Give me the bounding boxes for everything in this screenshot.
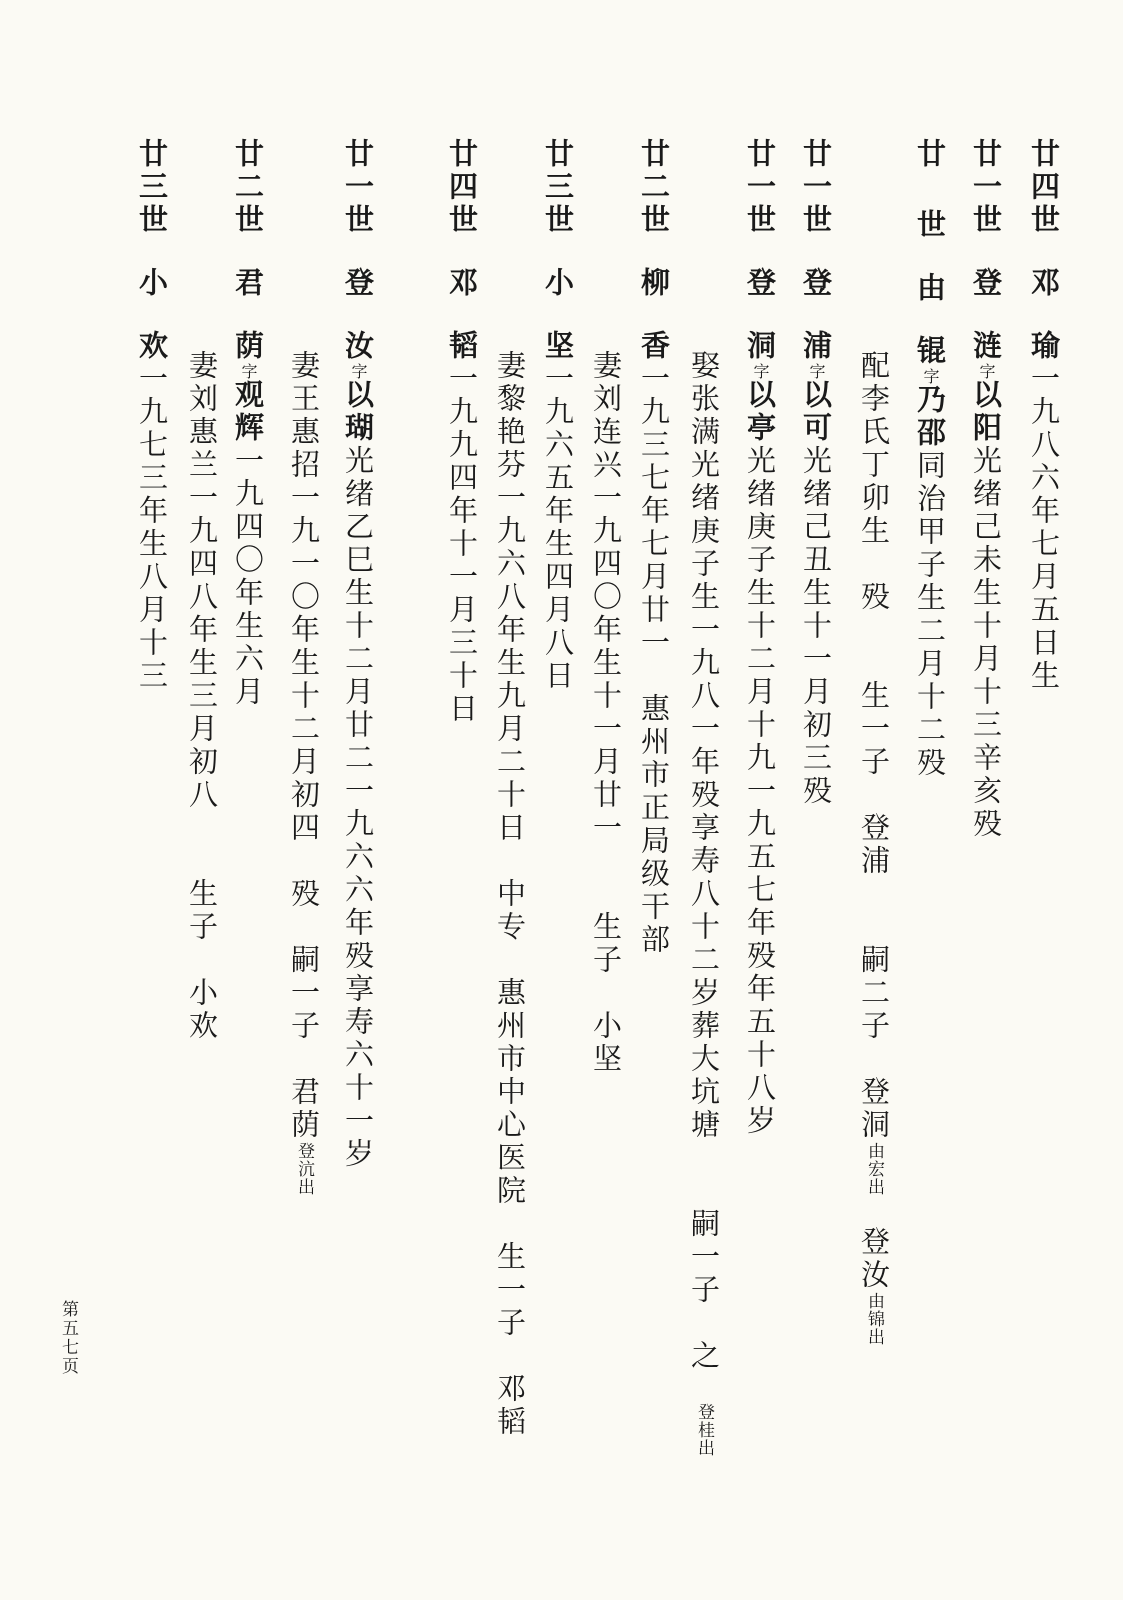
entry-deng-pu [796,138,836,1458]
person-name-2: 瑜 [1027,330,1061,363]
entry-text: 光绪乙巳生十二月廿二一九六六年殁享寿六十一岁 [341,445,375,1171]
zi-marker: 字 [239,363,258,379]
zi-marker: 字 [977,363,996,379]
courtesy-name: 以瑚 [341,379,375,445]
person-name-2: 涟 [969,330,1003,363]
generation-label: 廿一世 [743,138,777,237]
entry-text: 同治甲子生二月十二殁 [913,450,947,780]
generation-label: 廿一世 [341,138,375,237]
generation-label: 廿三世 [541,138,575,237]
entry-text: 光绪己未生十月十三辛亥殁 [969,445,1003,841]
origin-note: 登桂出 [694,1403,714,1457]
zi-marker: 字 [751,363,770,379]
person-name-2: 汝 [341,330,375,363]
generation-label: 廿 世 [913,138,947,242]
origin-note-2: 由锦出 [864,1292,884,1346]
entry-deng-yu [1024,138,1064,1458]
person-name-2: 锟 [913,335,947,368]
origin-note: 登沆出 [294,1142,314,1196]
entry-text: 光绪己丑生十一月初三殁 [799,445,833,808]
zi-marker: 字 [921,368,940,384]
person-name: 邓 [1027,267,1061,300]
entry-spouse-zhang [684,350,724,1600]
generation-label: 廿三世 [135,138,169,237]
person-name: 小 [541,267,575,300]
courtesy-name: 以可 [799,379,833,445]
person-name-2: 欢 [135,330,169,363]
entry-deng-dong [740,138,780,1458]
entry-spouse-liu-huilan [182,350,222,1600]
entry-jun-yin [228,138,268,1458]
person-name-2: 荫 [231,330,265,363]
person-name: 登 [341,267,375,300]
entry-you-kun [910,138,950,1458]
entry-deng-ru [338,138,378,1458]
entry-text: 一九三七年七月廿一 惠州市正局级干部 [637,363,671,957]
person-name: 小 [135,267,169,300]
person-name-2: 坚 [541,330,575,363]
entry-text-2: 登汝 [857,1226,891,1292]
zi-marker: 字 [807,363,826,379]
entry-spouse-wang [284,350,324,1600]
origin-note: 由宏出 [864,1142,884,1196]
person-name: 柳 [637,267,671,300]
entry-text: 妻刘连兴一九四〇年生十一月廿一 生子 小坚 [589,350,623,1076]
zi-marker: 字 [349,363,368,379]
courtesy-name: 乃邵 [913,384,947,450]
generation-label: 廿四世 [1027,138,1061,237]
entry-text: 一九四〇年生六月 [231,445,265,709]
entry-text: 一九七三年生八月十三 [135,363,169,693]
entry-text: 配李氏丁卯生 殁 生一子 登浦 嗣二子 登洞 [857,350,891,1142]
courtesy-name: 以亭 [743,379,777,445]
entry-xiao-huan [132,138,172,1458]
entry-text: 娶张满光绪庚子生一九八一年殁享寿八十二岁葬大坑塘 嗣一子 之 [687,350,721,1373]
entry-text: 一九九四年十一月三十日 [445,363,479,726]
entry-text: 一九六五年生四月八日 [541,363,575,693]
entry-text: 妻王惠招一九一〇年生十二月初四 殁 嗣一子 君荫 [287,350,321,1142]
entry-xiao-jian [538,138,578,1458]
entry-deng-lian [966,138,1006,1458]
generation-label: 廿二世 [231,138,265,237]
page-number: 第五七页 [58,1300,78,1376]
entry-deng-tao [442,138,482,1458]
generation-label: 廿二世 [637,138,671,237]
entry-text: 妻刘惠兰一九四八年生三月初八 生子 小欢 [185,350,219,1043]
person-name-2: 香 [637,330,671,363]
entry-spouse-li [854,350,894,1600]
entry-text: 一九八六年七月五日生 [1027,363,1061,693]
entry-text: 妻黎艳芬一九六八年生九月二十日 中专 惠州市中心医院 生一子 邓韬 [493,350,527,1439]
entry-spouse-li-yanfen [490,350,530,1600]
person-name: 登 [969,267,1003,300]
person-name: 登 [743,267,777,300]
entry-text: 光绪庚子生十二月十九一九五七年殁年五十八岁 [743,445,777,1138]
generation-label: 廿一世 [799,138,833,237]
person-name-2: 浦 [799,330,833,363]
person-name: 邓 [445,267,479,300]
person-name: 登 [799,267,833,300]
courtesy-name: 以阳 [969,379,1003,445]
person-name-2: 韬 [445,330,479,363]
courtesy-name: 观辉 [231,379,265,445]
person-name: 由 [913,272,947,305]
generation-label: 廿四世 [445,138,479,237]
generation-label: 廿一世 [969,138,1003,237]
person-name: 君 [231,267,265,300]
entry-liu-xiang [634,138,674,1458]
entry-spouse-liu-lianxing [586,350,626,1600]
person-name-2: 洞 [743,330,777,363]
